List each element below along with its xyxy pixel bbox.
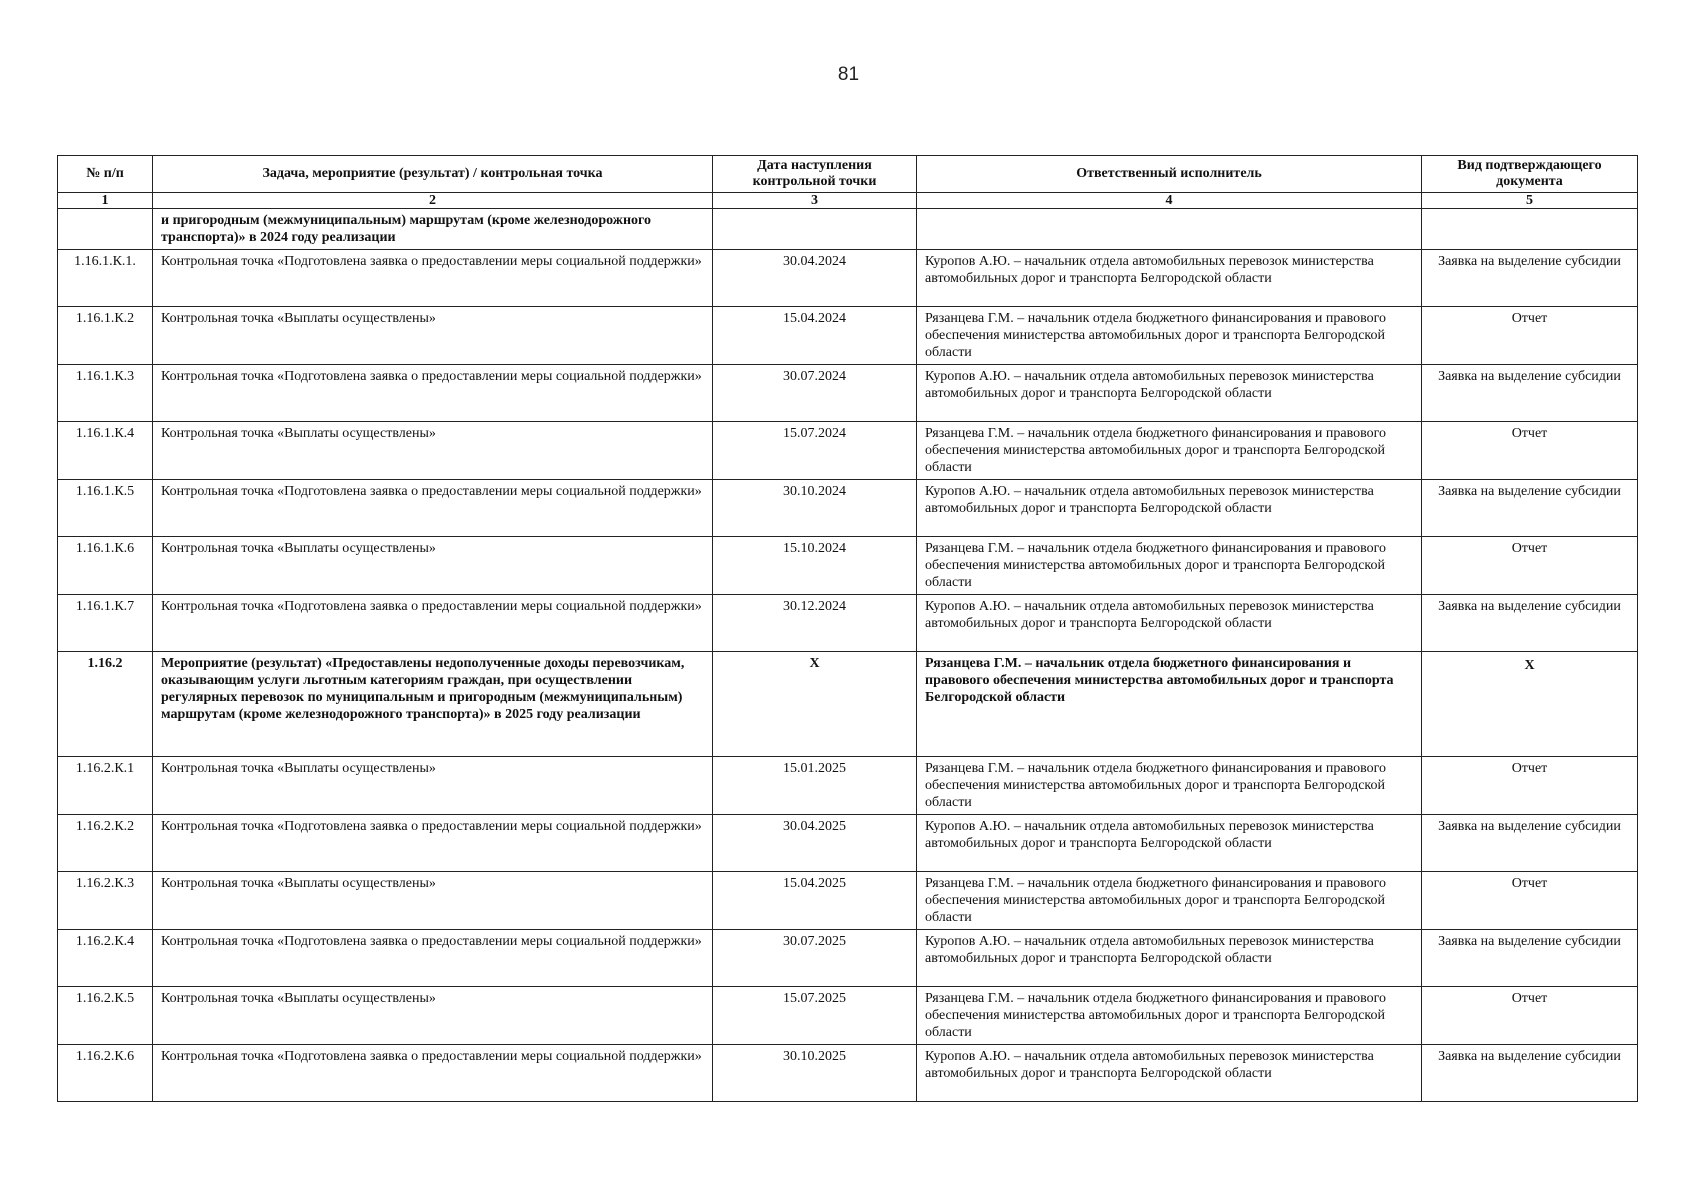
row-date: 15.07.2024 — [713, 422, 917, 480]
row-document: Заявка на выделение субсидии — [1422, 930, 1638, 987]
table-row — [58, 537, 1638, 595]
table-row — [58, 930, 1638, 987]
row-date: 15.07.2025 — [713, 987, 917, 1045]
row-number: 1.16.1.К.1. — [58, 250, 153, 307]
column-number: 2 — [153, 193, 713, 209]
row-number: 1.16.2.К.1 — [58, 757, 153, 815]
row-document: Отчет — [1422, 987, 1638, 1045]
row-executor: Рязанцева Г.М. – начальник отдела бюджетного финансирования и правового обеспечения министерства автомобильных дорог и транспорта Белгородской области — [917, 987, 1422, 1045]
row-date: X — [713, 652, 917, 757]
row-task: Контрольная точка «Выплаты осуществлены» — [153, 537, 713, 595]
row-date: 30.12.2024 — [713, 595, 917, 652]
table-row — [58, 872, 1638, 930]
row-number: 1.16.1.К.6 — [58, 537, 153, 595]
table-row — [58, 365, 1638, 422]
row-task: и пригородным (межмуниципальным) маршрутам (кроме железнодорожного транспорта)» в 2024 году реализации — [153, 209, 713, 250]
row-task: Контрольная точка «Выплаты осуществлены» — [153, 757, 713, 815]
table-row — [58, 480, 1638, 537]
row-number — [58, 209, 153, 250]
row-number: 1.16.1.К.5 — [58, 480, 153, 537]
row-task: Контрольная точка «Выплаты осуществлены» — [153, 987, 713, 1045]
row-document: Заявка на выделение субсидии — [1422, 365, 1638, 422]
row-task: Контрольная точка «Подготовлена заявка о предоставлении меры социальной поддержки» — [153, 1045, 713, 1102]
row-executor: Рязанцева Г.М. – начальник отдела бюджетного финансирования и правового обеспечения министерства автомобильных дорог и транспорта Белгородской области — [917, 422, 1422, 480]
row-document: Заявка на выделение субсидии — [1422, 815, 1638, 872]
row-executor: Рязанцева Г.М. – начальник отдела бюджетного финансирования и правового обеспечения министерства автомобильных дорог и транспорта Белгородской области — [917, 872, 1422, 930]
row-number: 1.16.2.К.6 — [58, 1045, 153, 1102]
row-number: 1.16.2.К.2 — [58, 815, 153, 872]
row-executor: Куропов А.Ю. – начальник отдела автомобильных перевозок министерства автомобильных дорог и транспорта Белгородской области — [917, 1045, 1422, 1102]
column-number: 4 — [917, 193, 1422, 209]
row-date: 30.10.2024 — [713, 480, 917, 537]
row-document: Отчет — [1422, 757, 1638, 815]
row-document: Заявка на выделение субсидии — [1422, 250, 1638, 307]
row-executor: Куропов А.Ю. – начальник отдела автомобильных перевозок министерства автомобильных дорог и транспорта Белгородской области — [917, 365, 1422, 422]
row-number: 1.16.2 — [58, 652, 153, 757]
row-document: Отчет — [1422, 422, 1638, 480]
row-date: 15.04.2024 — [713, 307, 917, 365]
row-date: 30.07.2025 — [713, 930, 917, 987]
row-date: 30.04.2024 — [713, 250, 917, 307]
row-number: 1.16.1.К.7 — [58, 595, 153, 652]
row-document: X — [1422, 652, 1638, 757]
row-number: 1.16.1.К.4 — [58, 422, 153, 480]
table-row — [58, 307, 1638, 365]
row-task: Контрольная точка «Выплаты осуществлены» — [153, 307, 713, 365]
table-row — [58, 209, 1638, 250]
row-number: 1.16.2.К.3 — [58, 872, 153, 930]
column-number: 3 — [713, 193, 917, 209]
row-executor: Куропов А.Ю. – начальник отдела автомобильных перевозок министерства автомобильных дорог и транспорта Белгородской области — [917, 595, 1422, 652]
row-date: 15.01.2025 — [713, 757, 917, 815]
row-document: Заявка на выделение субсидии — [1422, 480, 1638, 537]
row-number: 1.16.2.К.5 — [58, 987, 153, 1045]
column-number: 1 — [58, 193, 153, 209]
row-document: Отчет — [1422, 872, 1638, 930]
row-executor: Куропов А.Ю. – начальник отдела автомобильных перевозок министерства автомобильных дорог и транспорта Белгородской области — [917, 250, 1422, 307]
row-executor — [917, 209, 1422, 250]
header-doc: Вид подтверждающего документа — [1422, 156, 1638, 193]
row-task: Контрольная точка «Выплаты осуществлены» — [153, 422, 713, 480]
row-document: Заявка на выделение субсидии — [1422, 1045, 1638, 1102]
header-task: Задача, мероприятие (результат) / контрольная точка — [153, 156, 713, 193]
table-row — [58, 987, 1638, 1045]
row-document: Заявка на выделение субсидии — [1422, 595, 1638, 652]
row-document — [1422, 209, 1638, 250]
row-executor: Куропов А.Ю. – начальник отдела автомобильных перевозок министерства автомобильных дорог и транспорта Белгородской области — [917, 930, 1422, 987]
row-task: Контрольная точка «Подготовлена заявка о предоставлении меры социальной поддержки» — [153, 250, 713, 307]
row-executor: Рязанцева Г.М. – начальник отдела бюджетного финансирования и правового обеспечения министерства автомобильных дорог и транспорта Белгородской области — [917, 537, 1422, 595]
header-executor: Ответственный исполнитель — [917, 156, 1422, 193]
row-task: Контрольная точка «Выплаты осуществлены» — [153, 872, 713, 930]
row-number: 1.16.2.К.4 — [58, 930, 153, 987]
row-date: 15.04.2025 — [713, 872, 917, 930]
table-row — [58, 250, 1638, 307]
row-document: Отчет — [1422, 307, 1638, 365]
table-row — [58, 422, 1638, 480]
table-row — [58, 815, 1638, 872]
row-date — [713, 209, 917, 250]
row-executor: Куропов А.Ю. – начальник отдела автомобильных перевозок министерства автомобильных дорог и транспорта Белгородской области — [917, 815, 1422, 872]
row-date: 30.04.2025 — [713, 815, 917, 872]
header-date: Дата наступления контрольной точки — [713, 156, 917, 193]
row-task: Мероприятие (результат) «Предоставлены недополученные доходы перевозчикам, оказывающим услуги льготным категориям граждан, при осуществлении регулярных перевозок по муниципальным и пригородным (межмуниципальным) маршрутам (кроме железнодорожного транспорта)» в 2025 году реализации — [153, 652, 713, 757]
row-executor: Рязанцева Г.М. – начальник отдела бюджетного финансирования и правового обеспечения министерства автомобильных дорог и транспорта Белгородской области — [917, 652, 1422, 757]
page-number: 81 — [837, 64, 860, 85]
row-executor: Рязанцева Г.М. – начальник отдела бюджетного финансирования и правового обеспечения министерства автомобильных дорог и транспорта Белгородской области — [917, 307, 1422, 365]
header-num: № п/п — [58, 156, 153, 193]
plan-table — [57, 155, 1638, 1102]
row-date: 30.07.2024 — [713, 365, 917, 422]
table-row — [58, 757, 1638, 815]
row-date: 30.10.2025 — [713, 1045, 917, 1102]
column-numbers-row — [58, 193, 1638, 209]
row-executor: Куропов А.Ю. – начальник отдела автомобильных перевозок министерства автомобильных дорог и транспорта Белгородской области — [917, 480, 1422, 537]
row-number: 1.16.1.К.2 — [58, 307, 153, 365]
row-task: Контрольная точка «Подготовлена заявка о предоставлении меры социальной поддержки» — [153, 480, 713, 537]
row-task: Контрольная точка «Подготовлена заявка о предоставлении меры социальной поддержки» — [153, 930, 713, 987]
row-task: Контрольная точка «Подготовлена заявка о предоставлении меры социальной поддержки» — [153, 595, 713, 652]
row-executor: Рязанцева Г.М. – начальник отдела бюджетного финансирования и правового обеспечения министерства автомобильных дорог и транспорта Белгородской области — [917, 757, 1422, 815]
table-row — [58, 1045, 1638, 1102]
row-date: 15.10.2024 — [713, 537, 917, 595]
row-document: Отчет — [1422, 537, 1638, 595]
column-number: 5 — [1422, 193, 1638, 209]
row-task: Контрольная точка «Подготовлена заявка о предоставлении меры социальной поддержки» — [153, 365, 713, 422]
table-row — [58, 652, 1638, 757]
row-task: Контрольная точка «Подготовлена заявка о предоставлении меры социальной поддержки» — [153, 815, 713, 872]
table-header-row — [58, 156, 1638, 193]
row-number: 1.16.1.К.3 — [58, 365, 153, 422]
table-row — [58, 595, 1638, 652]
